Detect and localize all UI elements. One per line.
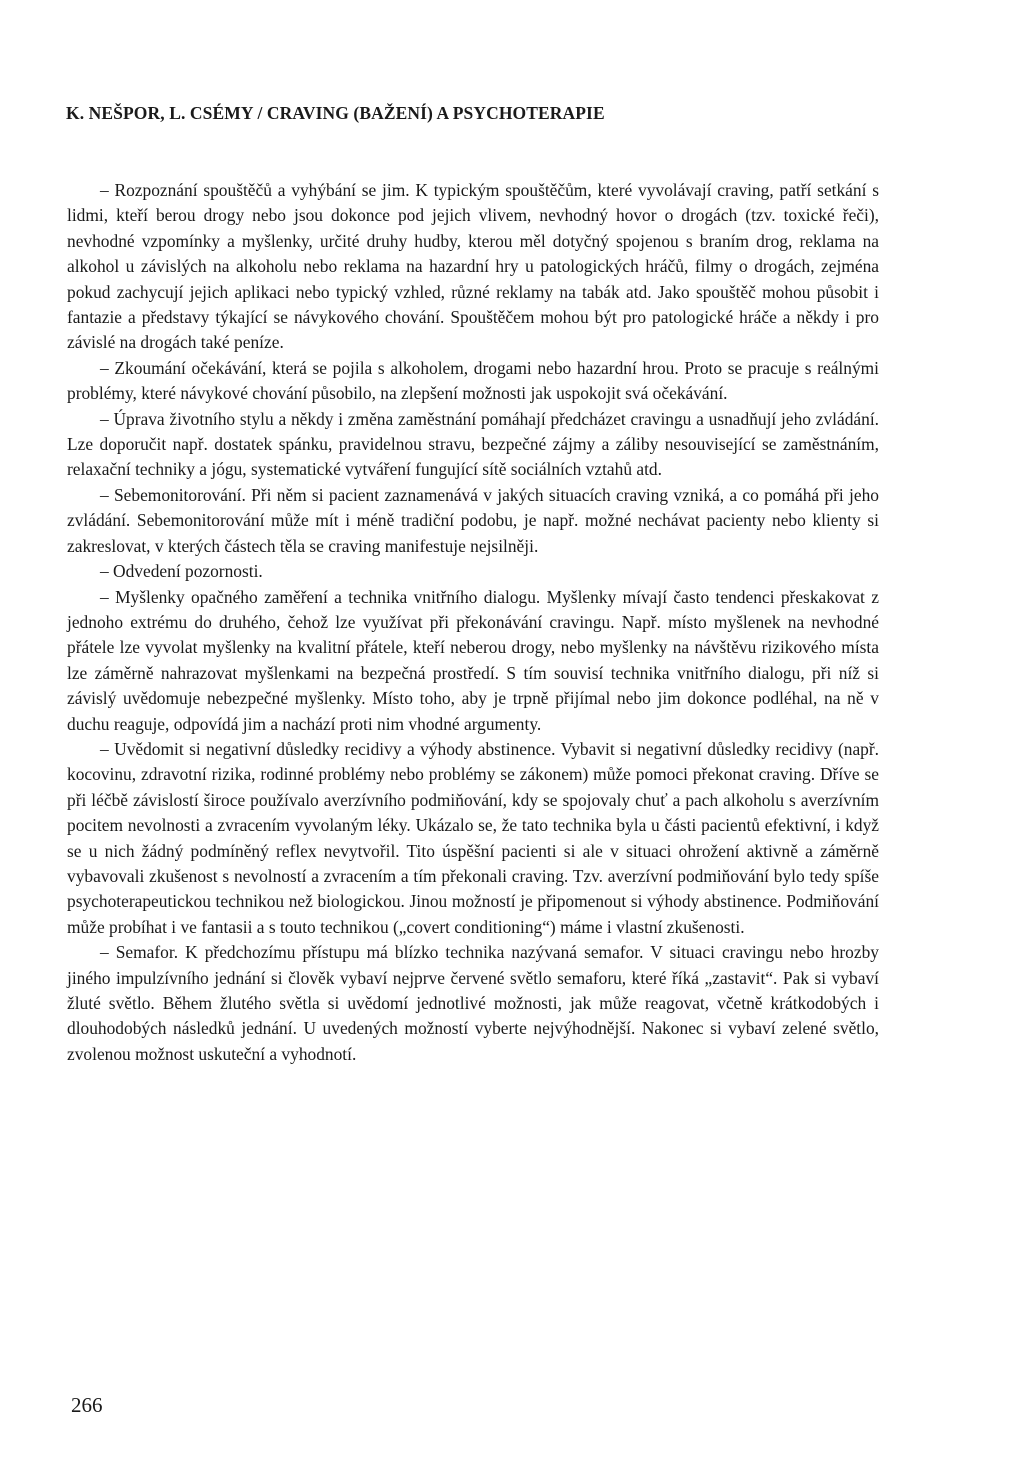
page-number: 266 [71,1393,103,1417]
paragraph-trigger-recognition: – Rozpoznání spouštěčů a vyhýbání se jim. K typickým spouštěčům, které vyvolávají craving, patří setkání s lidmi, kteří berou drogy nebo jsou dokonce pod jejich vlivem, nevhodný hovor o drogách (tzv. toxické řeči), nevhodné vzpomínky a myšlenky, určité druhy hudby, kterou měl dotyčný spojenou s braním drog, reklama na alkohol u závislých na alkoholu nebo reklama na hazardní hry u patologických hráčů, filmy o drogách, zejména pokud zachycují jejich aplikaci nebo typický vzhled, různé reklamy na tabák atd. Jako spouštěč mohou působit i fantazie a představy týkající se návykového chování. Spouštěčem mohou být pro patologické hráče a někdy i pro závislé na drogách také peníze. [67,180,879,353]
paragraph-opposite-thoughts: – Myšlenky opačného zaměření a technika vnitřního dialogu. Myšlenky mívají často tendenci přeskakovat z jednoho extrému do druhého, čehož lze využívat při překonávání cravingu. Např. místo myšlenek na nevhodné přátele lze vyvolat myšlenky na kvalitní přátele, kteří neberou drogy, nebo myšlenky na návštěvu rizikového místa lze záměrně nahrazovat myšlenkami na bezpečná prostředí. S tím souvisí technika vnitřního dialogu, při níž si závislý uvědomuje nebezpečné myšlenky. Místo toho, aby je trpně přijímal nebo jim dokonce podléhal, na ně v duchu reaguje, odpovídá jim a nachází proti nim vhodné argumenty. [67,586,879,734]
body-text [67,178,879,1067]
paragraph-distraction: – Odvedení pozornosti. [100,561,263,582]
paragraph-traffic-light: – Semafor. K předchozímu přístupu má blízko technika nazývaná semafor. V situaci cravingu nebo hrozby jiného impulzívního jednání si člověk vybaví nejprve červené světlo semaforu, které říká „zastavit“. Pak si vybaví žluté světlo. Během žlutého světla si uvědomí jednotlivé možnosti, jak může reagovat, včetně krátkodobých i dlouhodobých následků jednání. U uvedených možností vyberte nejvýhodnější. Nakonec si vybaví zelené světlo, zvolenou možnost uskuteční a vyhodnotí. [67,942,879,1064]
running-title: K. NEŠPOR, L. CSÉMY / CRAVING (BAŽENÍ) A PSYCHOTERAPIE [66,103,605,123]
paragraph-lifestyle-change: – Úprava životního stylu a někdy i změna zaměstnání pomáhají předcházet cravingu a usnadňují jeho zvládání. Lze doporučit např. dostatek spánku, pravidelnou stravu, bezpečné zájmy a záliby nesouvisející se zaměstnáním, relaxační techniky a jógu, systematické vytváření fungující sítě sociálních vztahů atd. [67,408,879,480]
paragraph-negative-consequences: – Uvědomit si negativní důsledky recidivy a výhody abstinence. Vybavit si negativní důsledky recidivy (např. kocovinu, zdravotní rizika, rodinné problémy nebo problémy se zákonem) může pomoci překonat craving. Dříve se při léčbě závislostí široce používalo averzívního podmiňování, kdy se spojovaly chuť a pach alkoholu s averzívním pocitem nevolnosti a zvracením vyvolaným léky. Ukázalo se, že tato technika byla u části pacientů efektivní, i když se u nich žádný podmíněný reflex nevytvořil. Tito úspěšní pacienti si ale v situaci ohrožení aktivně a záměrně vybavovali zkušenost s nevolností a zvracením a tím překonali craving. Tzv. averzívní podmiňování bylo tedy spíše psychoterapeutickou technikou než biologickou. Jinou možností je připomenout si výhody abstinence. Podmiňování může probíhat i ve fantasii a s touto technikou („covert conditioning“) máme i vlastní zkušenosti. [67,738,879,937]
paragraph-self-monitoring: – Sebemonitorování. Při něm si pacient zaznamenává v jakých situacích craving vzniká, a co pomáhá při jeho zvládání. Sebemonitorování může mít i méně tradiční podobu, je např. možné nechávat pacienty nebo klienty si zakreslovat, v kterých částech těla se craving manifestuje nejsilněji. [67,484,879,556]
paragraph-expectations: – Zkoumání očekávání, která se pojila s alkoholem, drogami nebo hazardní hrou. Proto se pracuje s reálnými problémy, které návykové chování působilo, na zlepšení možnosti jak uspokojit svá očekávání. [67,357,879,404]
